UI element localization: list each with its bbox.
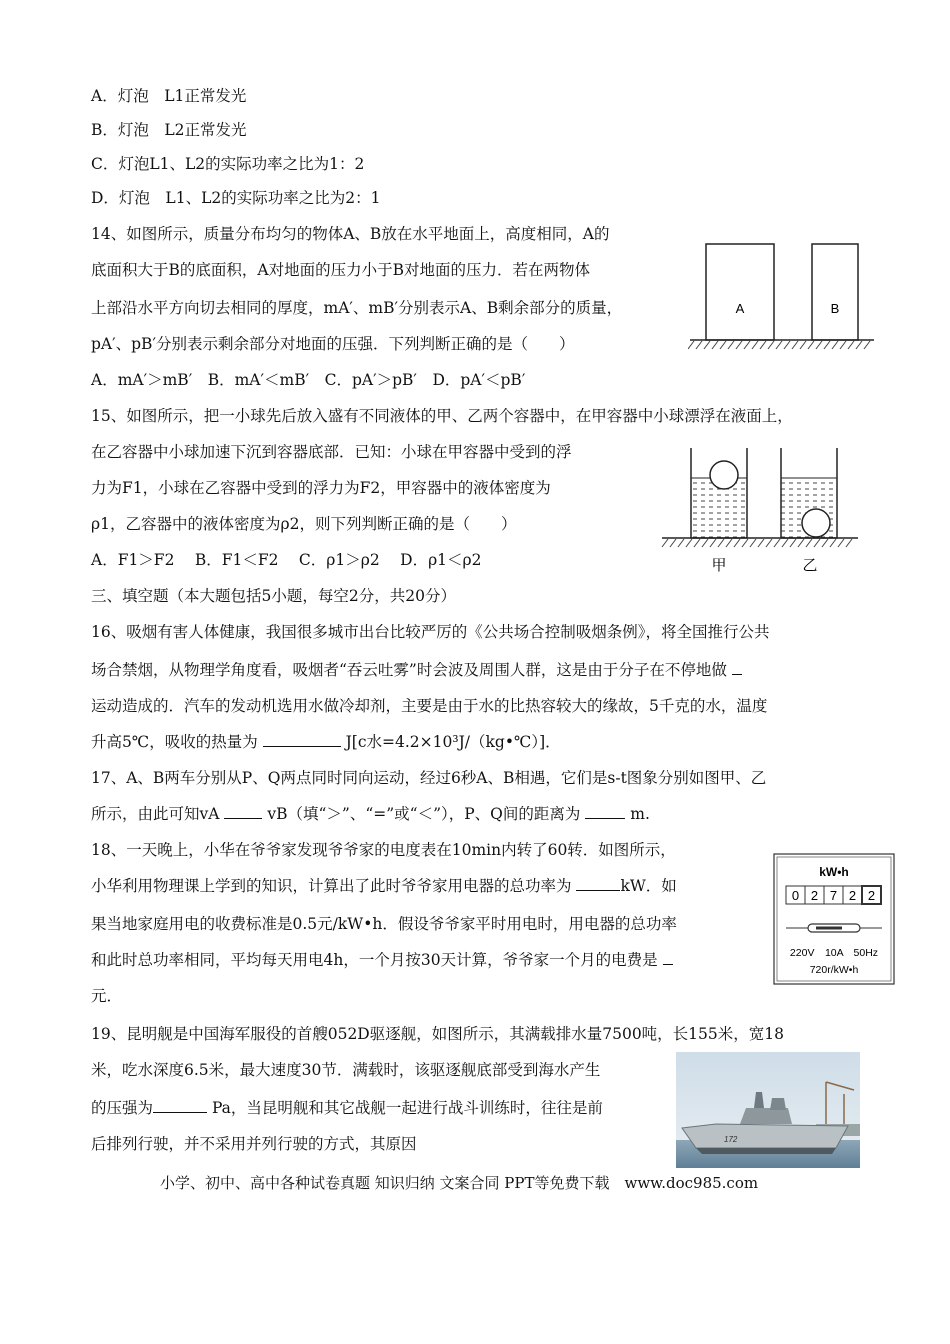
ball-sunk	[802, 509, 830, 537]
q17-line-2-text-a: 所示，由此可知vA	[91, 805, 220, 823]
q15-options: A．F1＞F2 B．F1＜F2 C．ρ1＞ρ2 D．ρ1＜ρ2	[91, 551, 482, 569]
meter-spec: 220V 10A 50Hz	[789, 947, 879, 959]
label-jia: 甲	[711, 556, 727, 574]
q13-option-c: C．灯泡L1、L2的实际功率之比为1：2	[91, 155, 365, 173]
q18-blank-1[interactable]	[576, 876, 620, 891]
label-yi: 乙	[802, 556, 818, 574]
q14-line-1: 14、如图所示，质量分布均匀的物体A、B放在水平地面上，高度相同，A的	[91, 225, 610, 243]
q19-line-1: 19、昆明舰是中国海军服役的首艘052D驱逐舰，如图所示，其满载排水量7500吨，长155米，宽18	[91, 1025, 784, 1043]
q13-option-a: A．灯泡 L1正常发光	[91, 87, 247, 105]
q19-line-4: 后排列行驶，并不采用并列行驶的方式，其原因	[91, 1135, 417, 1153]
q19-line-2: 米，吃水深度6.5米，最大速度30节．满载时，该驱逐舰底部受到海水产生	[91, 1061, 601, 1079]
q14-options: A．mA′＞mB′ B．mA′＜mB′ C．pA′＞pB′ D．pA′＜pB′	[91, 371, 526, 389]
q16-line-2-text: 场合禁烟，从物理学角度看，吸烟者“吞云吐雾”时会波及周围人群，这是由于分子在不停地做	[91, 661, 727, 679]
q16-blank-2[interactable]	[263, 732, 341, 747]
q17-line-1: 17、A、B两车分别从P、Q两点同时同向运动，经过6秒A、B相遇，它们是s-t图象分别如图甲、乙	[91, 769, 767, 787]
q15-line-3: 力为F1，小球在乙容器中受到的浮力为F2，甲容器中的液体密度为	[91, 479, 551, 497]
ground-hatch	[662, 539, 852, 547]
meter-digit-1: 0	[791, 888, 800, 903]
q16-line-4	[91, 732, 561, 752]
q18-line-2-text-a: 小华利用物理课上学到的知识，计算出了此时爷爷家用电器的总功率为	[91, 877, 572, 895]
q16-blank-1[interactable]	[732, 660, 742, 675]
q16-line-4-text-b: J[c水=4.2×10³J/（kg•℃）]．	[345, 733, 561, 751]
q19-blank-1[interactable]	[153, 1098, 207, 1113]
meter-digit-5: 2	[867, 888, 876, 903]
q16-line-2	[91, 660, 742, 680]
q18-line-4-text: 和此时总功率相同，平均每天用电4h，一个月按30天计算，爷爷家一个月的电费是	[91, 951, 658, 969]
q13-option-d: D．灯泡 L1、L2的实际功率之比为2：1	[91, 189, 381, 207]
q14-line-2: 底面积大于B的底面积，A对地面的压力小于B对地面的压力．若在两物体	[91, 261, 590, 279]
q18-line-3: 果当地家庭用电的收费标准是0.5元/kW•h．假设爷爷家平时用电时，用电器的总功率	[91, 915, 677, 933]
q19-line-3-text-a: 的压强为	[91, 1099, 154, 1117]
q19-line-3-text-b: Pa，当昆明舰和其它战舰一起进行战斗训练时，往往是前	[211, 1099, 603, 1117]
q17-blank-1[interactable]	[224, 804, 262, 819]
q17-line-2-text-c: m.	[630, 805, 650, 823]
destroyer-photo	[676, 1052, 860, 1168]
meter-rev: 720r/kW•h	[809, 964, 859, 976]
hull-number: 172	[724, 1135, 738, 1144]
meter-digits	[786, 886, 881, 904]
meter-digit-4: 2	[848, 888, 857, 903]
q15-line-1: 15、如图所示，把一小球先后放入盛有不同液体的甲、乙两个容器中，在甲容器中小球漂浮在液面上，	[91, 407, 793, 425]
q18-line-2	[91, 876, 677, 896]
q16-line-3: 运动造成的．汽车的发动机选用水做冷却剂，主要是由于水的比热容较大的缘故，5千克的水，温度	[91, 697, 768, 715]
electric-meter-figure	[772, 852, 896, 986]
q18-line-4	[91, 950, 673, 970]
meter-digit-3: 7	[829, 888, 838, 903]
ball-floating	[710, 461, 738, 489]
q13-option-b: B．灯泡 L2正常发光	[91, 121, 247, 139]
q18-line-5: 元．	[91, 987, 123, 1005]
q14-line-3: 上部沿水平方向切去相同的厚度，mA′、mB′分别表示A、B剩余部分的质量，	[91, 299, 623, 317]
q15-containers-figure	[660, 444, 860, 576]
q17-blank-2[interactable]	[585, 804, 625, 819]
q15-line-2: 在乙容器中小球加速下沉到容器底部．已知：小球在甲容器中受到的浮	[91, 443, 572, 461]
meter-unit: kW•h	[819, 865, 849, 879]
block-a	[706, 244, 774, 340]
meter-digit-2: 2	[810, 888, 819, 903]
q17-line-2-text-b: vB（填“＞”、“=”或“＜”），P、Q间的距离为	[267, 805, 581, 823]
block-b-label: B	[830, 301, 840, 316]
q18-line-1: 18、一天晚上，小华在爷爷家发现爷爷家的电度表在10min内转了60转．如图所示，	[91, 841, 676, 859]
q18-line-2-text-b: kW．如	[620, 877, 677, 895]
section-3-heading: 三、填空题（本大题包括5小题，每空2分，共20分）	[91, 587, 456, 605]
q14-blocks-figure	[688, 240, 878, 355]
q15-line-4: ρ1，乙容器中的液体密度为ρ2，则下列判断正确的是（ ）	[91, 515, 517, 533]
q16-line-4-text-a: 升高5℃，吸收的热量为	[91, 733, 258, 751]
ground-hatch	[688, 341, 870, 349]
q17-line-2	[91, 804, 650, 824]
block-a-label: A	[735, 301, 745, 316]
q16-line-1: 16、吸烟有害人体健康，我国很多城市出台比较严厉的《公共场合控制吸烟条例》，将全国推行公共	[91, 623, 770, 641]
block-b	[812, 244, 858, 340]
q14-line-4: pA′、pB′分别表示剩余部分对地面的压强．下列判断正确的是（ ）	[91, 335, 575, 353]
q18-blank-2[interactable]	[663, 950, 673, 965]
page-footer: 小学、初中、高中各种试卷真题 知识归纳 文案合同 PPT等免费下载 www.doc985.com	[160, 1174, 759, 1192]
q19-line-3	[91, 1098, 603, 1118]
